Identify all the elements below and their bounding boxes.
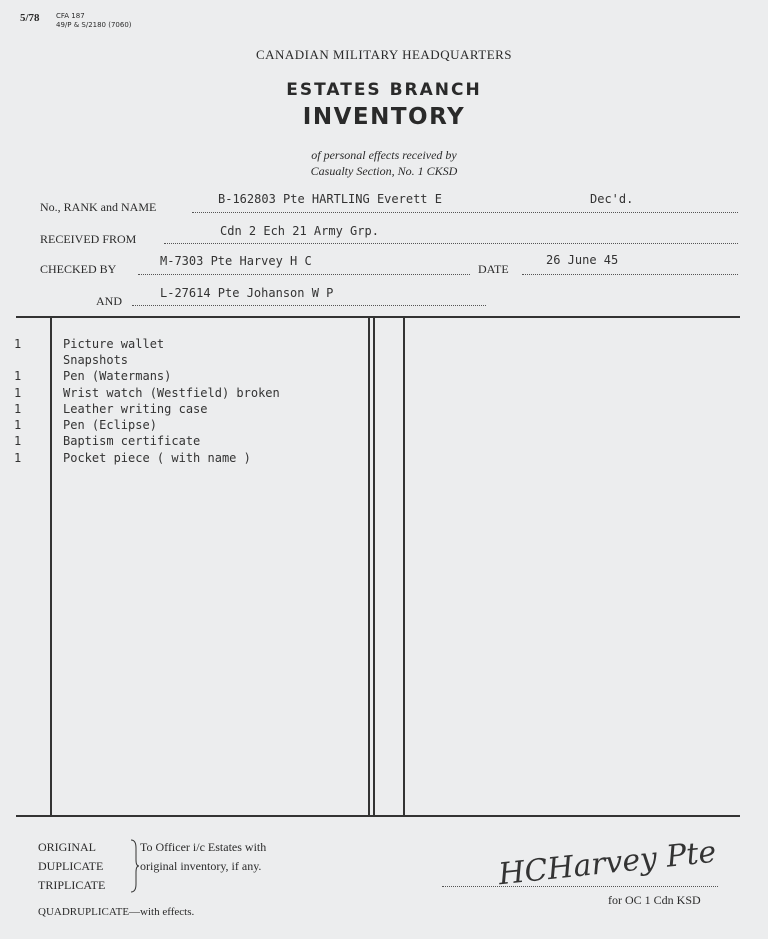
item-qty: 1 [14, 337, 22, 351]
subtitle-line-1: of personal effects received by [311, 148, 457, 162]
branch-heading: ESTATES BRANCH [286, 80, 482, 100]
rank-name-value: B-162803 Pte HARTLING Everett E [218, 192, 442, 206]
qty-column-divider [50, 317, 52, 815]
item-qty: 1 [14, 418, 22, 432]
brace-icon [128, 838, 140, 894]
copy-original: ORIGINAL [38, 840, 96, 854]
hq-heading: CANADIAN MILITARY HEADQUARTERS [255, 47, 513, 62]
copy-triplicate: TRIPLICATE [38, 878, 106, 892]
date-value: 26 June 45 [546, 253, 619, 267]
and-dotted-line [132, 305, 486, 306]
item-qty: 1 [14, 369, 22, 383]
item-description: Snapshots [63, 353, 129, 367]
checked-by-dotted-line [138, 274, 470, 275]
and-label: AND [96, 294, 122, 308]
item-description: Pocket piece ( with name ) [63, 451, 251, 465]
table-top-rule [16, 316, 740, 318]
item-description: Baptism certificate [63, 434, 201, 448]
copy-note [140, 838, 266, 876]
item-qty: 1 [14, 402, 22, 416]
item-description: Picture wallet [63, 337, 165, 351]
deceased-note: Dec'd. [590, 192, 634, 206]
distribution-copies [38, 838, 105, 895]
received-from-value: Cdn 2 Ech 21 Army Grp. [220, 224, 379, 238]
checked-by-value: M-7303 Pte Harvey H C [160, 254, 312, 268]
item-description: Wrist watch (Westfield) broken [63, 386, 280, 400]
item-qty: 1 [14, 451, 22, 465]
copy-note-line-2: original inventory, if any. [140, 859, 262, 873]
date-label: DATE [478, 262, 509, 276]
form-number-block [56, 12, 132, 30]
table-bottom-rule [16, 815, 740, 817]
item-description: Pen (Eclipse) [63, 418, 157, 432]
value-column-divider [403, 317, 405, 815]
copy-duplicate: DUPLICATE [38, 859, 104, 873]
form-print-ref: 49/P & S/2180 (7060) [56, 21, 132, 29]
inventory-title: INVENTORY [302, 104, 466, 130]
subtitle [0, 147, 768, 179]
middle-divider-left [368, 317, 370, 815]
item-description: Leather writing case [63, 402, 208, 416]
item-qty: 1 [14, 386, 22, 400]
date-dotted-line [522, 274, 738, 275]
quadruplicate-note: QUADRUPLICATE—with effects. [38, 906, 195, 918]
signature: HCHarvey Pte [496, 834, 718, 893]
signature-dotted-line [442, 886, 718, 887]
copy-note-line-1: To Officer i/c Estates with [140, 840, 267, 854]
rank-name-label: No., RANK and NAME [40, 200, 157, 214]
rank-name-dotted-line [192, 212, 738, 213]
form-number: CFA 187 [56, 12, 85, 20]
signed-for-label: for OC 1 Cdn KSD [608, 893, 701, 907]
checked-by-label: CHECKED BY [40, 262, 117, 276]
item-description: Pen (Watermans) [63, 369, 172, 383]
and-value: L-27614 Pte Johanson W P [160, 286, 334, 300]
item-qty: 1 [14, 434, 22, 448]
received-from-dotted-line [164, 243, 738, 244]
form-code: 5/78 [20, 12, 40, 24]
received-from-label: RECEIVED FROM [40, 232, 137, 246]
middle-divider-right [373, 317, 375, 815]
subtitle-line-2: Casualty Section, No. 1 CKSD [310, 164, 458, 178]
